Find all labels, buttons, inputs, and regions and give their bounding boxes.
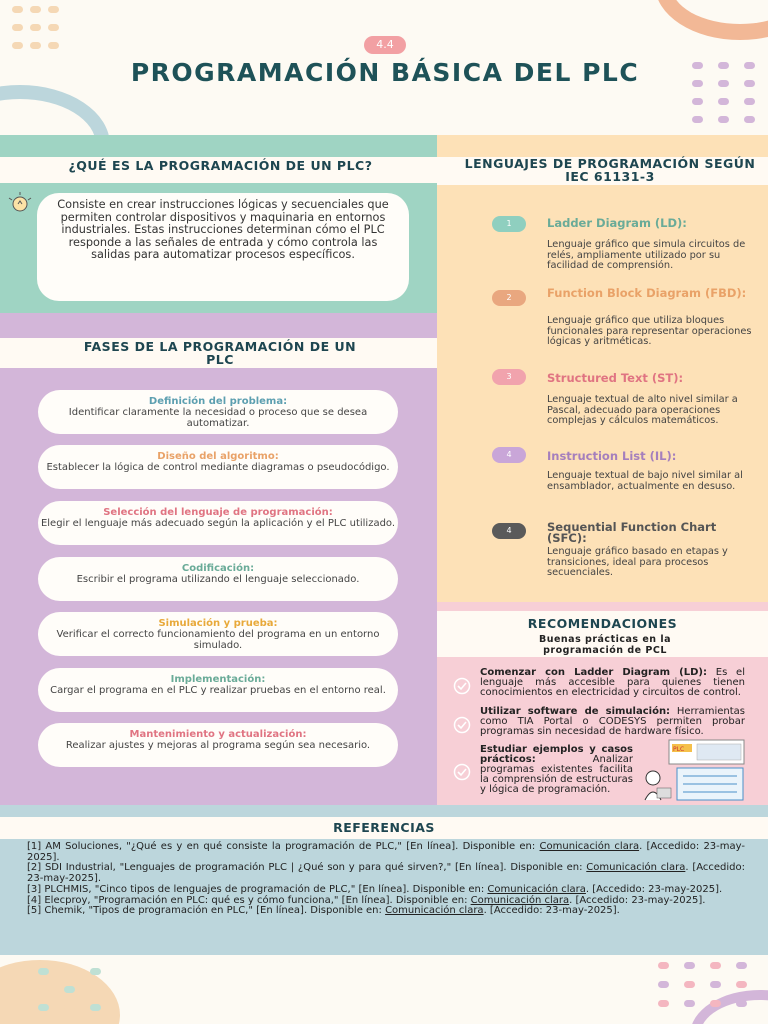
reco-item-3: Estudiar ejemplos y casos prácticos: Analizar programas existentes facilita la comprensión de estructuras y lógica de programación. [480,744,633,795]
deco-dot [736,1000,747,1007]
ref-heading: REFERENCIAS [333,820,435,835]
fase-description: Identificar claramente la necesidad o proceso que se desea automatizar. [68,407,368,429]
deco-dot [736,981,747,988]
lenguaje-number-badge: 4 [492,447,526,463]
deco-dot [658,962,669,969]
lenguaje-number-badge: 1 [492,216,526,232]
deco-dot [48,24,59,31]
deco-dot [48,6,59,13]
fase-description: Realizar ajustes y mejoras al programa según sea necesario. [65,740,371,751]
fase-title: Mantenimiento y actualización: [129,729,307,740]
fases-heading: FASES DE LA PROGRAMACIÓN DE UN PLC [83,339,357,367]
fase-title: Selección del lenguaje de programación: [103,507,333,518]
deco-dot [30,24,41,31]
deco-dot [744,80,755,87]
deco-dot [718,80,729,87]
plc-illustration [643,738,746,802]
fase-description: Cargar el programa en el PLC y realizar pruebas en el entorno real. [50,685,386,696]
reference-accessed: . [Accedido: 23-may-2025]. [27,841,746,863]
lenguaje-number-badge: 3 [492,369,526,385]
deco-dot [710,981,721,988]
fase-item [38,390,398,434]
deco-dot [48,42,59,49]
reference-text: [1] AM Soluciones, "¿Qué es y en qué consiste la programación de PLC," [En línea]. Disponible en: [27,841,540,852]
deco-dot [30,42,41,49]
lenguaje-title: Ladder Diagram (LD): [547,216,687,230]
deco-dots-bottom-left [38,968,128,1024]
references-list [27,842,745,917]
deco-dot [658,981,669,988]
deco-dot [64,986,75,993]
reference-accessed: . [Accedido: 23-may-2025]. [483,905,620,917]
deco-top-right-arc [655,0,768,40]
lenguaje-description: Lenguaje gráfico que simula circuitos de relés, ampliamente utilizado por su facilidad de comprensión. [547,239,746,271]
deco-dot [12,24,23,31]
deco-dot [12,42,23,49]
deco-dot [710,1000,721,1007]
lenguaje-title: Function Block Diagram (FBD): [547,286,747,300]
deco-dot [718,98,729,105]
reco-item-1: Comenzar con Ladder Diagram (LD): Es el lenguaje más accesible para quienes tienen conocimientos en electricidad y circuitos de control. [480,667,745,698]
deco-dots-top-right [692,62,768,132]
deco-dots-top-left [12,6,72,66]
deco-dot [692,80,703,87]
lenguaje-description: Lenguaje textual de alto nivel similar a Pascal, adecuado para operaciones complejas y cálculos matemáticos. [547,394,738,426]
lenguajes-heading: LENGUAJES DE PROGRAMACIÓN SEGÚN IEC 61131-3 [464,156,756,184]
fase-title: Definición del problema: [148,396,288,407]
deco-dot [736,962,747,969]
reference-accessed: . [Accedido: 23-may-2025]. [27,862,745,885]
lightbulb-icon [6,190,34,216]
lenguaje-number-badge: 4 [492,523,526,539]
deco-dot [64,1004,75,1011]
deco-dot [684,962,695,969]
reco-heading: RECOMENDACIONES [527,616,678,631]
deco-dot [744,98,755,105]
reference-link[interactable]: Comunicación clara [586,862,686,874]
check-icon [453,716,471,734]
reference-item [27,863,745,884]
deco-dots-bottom-right [658,962,768,1024]
plc-label: PLC [673,746,685,753]
reference-link[interactable]: Comunicación clara [487,883,586,895]
fase-title: Codificación: [181,563,255,574]
reference-item [27,842,745,863]
fase-title: Simulación y prueba: [158,618,278,629]
deco-dot [30,6,41,13]
fase-item [38,612,398,656]
deco-dot [692,116,703,123]
check-icon [453,763,471,781]
reference-accessed: . [Accedido: 23-may-2025]. [569,894,706,906]
fase-item [38,668,398,712]
deco-dot [718,116,729,123]
fase-description: Escribir el programa utilizando el lenguaje seleccionado. [76,574,360,585]
deco-dot [38,1004,49,1011]
fase-description: Elegir el lenguaje más adecuado según la aplicación y el PLC utilizado. [40,518,396,529]
deco-dot [684,981,695,988]
reco-subheading: Buenas prácticas en la programación de PCL [538,634,672,656]
deco-dot [38,968,49,975]
lenguaje-title: Instruction List (IL): [547,449,677,463]
fase-item [38,501,398,545]
deco-dot [38,986,49,993]
deco-dot [684,1000,695,1007]
deco-dot [744,62,755,69]
deco-dot [658,1000,669,1007]
que-es-heading: ¿QUÉ ES LA PROGRAMACIÓN DE UN PLC? [68,158,373,173]
fase-description: Establecer la lógica de control mediante diagramas o pseudocódigo. [46,462,390,473]
deco-dot [64,968,75,975]
reco-item-2: Utilizar software de simulación: Herramientas como TIA Portal o CODESYS permiten probar programas sin necesidad de hardware físico. [480,706,745,737]
fase-description: Verificar el correcto funcionamiento del programa en un entorno simulado. [56,629,380,651]
deco-dot [90,986,101,993]
reference-link[interactable]: Comunicación clara [539,841,640,852]
fase-title: Diseño del algoritmo: [157,451,279,462]
fase-item [38,445,398,489]
reference-text: [4] Elecproy, "Programación en PLC: qué es y cómo funciona," [En línea]. Disponible en: [27,894,471,906]
reference-link[interactable]: Comunicación clara [470,894,570,906]
section-badge: 4.4 [364,36,406,54]
page-title: PROGRAMACIÓN BÁSICA DEL PLC [130,58,640,87]
fase-title: Implementación: [170,674,266,685]
deco-dot [718,62,729,69]
deco-dot [692,62,703,69]
lenguaje-description: Lenguaje gráfico basado en etapas y transiciones, ideal para procesos secuenciales. [547,546,728,578]
deco-dot [744,116,755,123]
deco-dot [90,1004,101,1011]
reference-accessed: . [Accedido: 23-may-2025]. [585,883,723,895]
lenguaje-description: Lenguaje textual de bajo nivel similar al ensamblador, actualmente en desuso. [547,470,743,492]
reference-item [27,906,745,917]
lenguaje-title: Structured Text (ST): [547,371,684,385]
deco-dot [692,98,703,105]
deco-dot [90,968,101,975]
reference-link[interactable]: Comunicación clara [385,905,484,917]
que-es-description: Consiste en crear instrucciones lógicas y secuenciales que permiten controlar dispositivos y maquinaria en entornos industriales. Estas instrucciones determinan cómo el PLC responde a las señales de entrada y cómo controla las salidas para automatizar procesos específicos. [37,193,409,301]
fase-item [38,557,398,601]
lenguaje-description: Lenguaje gráfico que utiliza bloques funcionales para representar operaciones lógicas y aritméticas. [547,315,752,347]
fase-item [38,723,398,767]
reference-text: [5] Chemik, "Tipos de programación en PLC," [En línea]. Disponible en: [27,905,386,917]
deco-dot [710,962,721,969]
lenguaje-number-badge: 2 [492,290,526,306]
reference-text: [2] SDI Industrial, "Lenguajes de programación PLC | ¿Qué son y para qué sirven?," [En línea]. Disponible en: [27,862,587,874]
deco-dot [12,6,23,13]
check-icon [453,677,471,695]
lenguaje-title: Sequential Function Chart (SFC): [547,520,717,545]
reference-text: [3] PLCHMIS, "Cinco tipos de lenguajes de programación de PLC," [En línea]. Disponible en: [27,883,488,895]
